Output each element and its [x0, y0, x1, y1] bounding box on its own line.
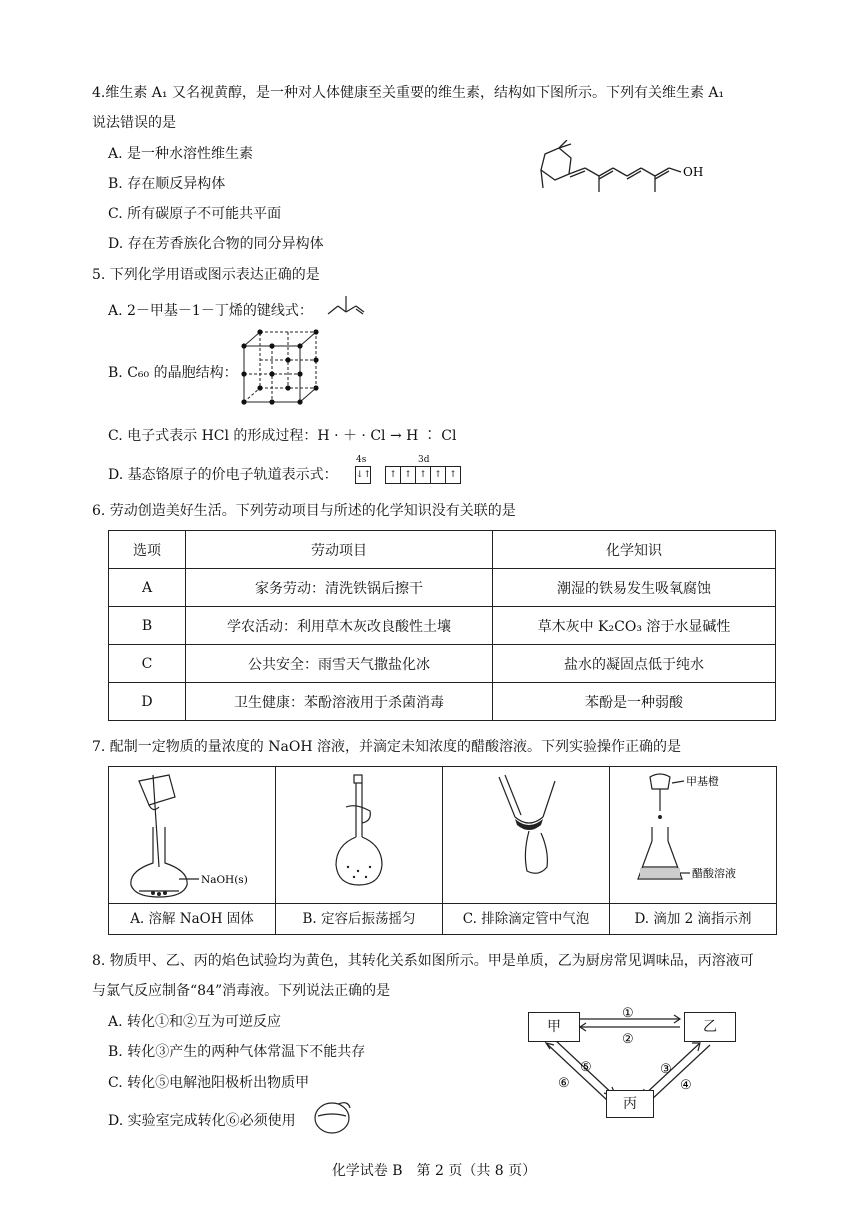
- q4-stem-line2: 说法错误的是: [92, 115, 176, 131]
- q4-stem-line1: 4.维生素 A₁ 又名视黄醇，是一种对人体健康至关重要的维生素，结构如下图所示。下列有关维生素 A₁: [92, 85, 725, 101]
- arrow-4-label: ④: [680, 1078, 692, 1093]
- q5-option-d: D. 基态铬原子的价电子轨道表示式：: [108, 467, 338, 483]
- indicator-label: 甲基橙: [686, 775, 719, 788]
- q4-option-a: A. 是一种水溶性维生素: [108, 146, 254, 162]
- retinol-structure-diagram: [525, 140, 715, 200]
- volumetric-flask-dissolve-diagram: [109, 767, 275, 901]
- orbital-3d-label: 3d: [418, 455, 430, 465]
- orbital-4s-box: [356, 466, 371, 484]
- table-cell: 盐水的凝固点低于纯水: [493, 645, 776, 683]
- q7-panel-a: [109, 767, 276, 935]
- table-row: [109, 607, 776, 645]
- orbital-3d-cell: ↑: [430, 466, 446, 484]
- page-footer: 化学试卷 B 第 2 页（共 8 页）: [331, 1163, 537, 1179]
- orbital-4s-cell: ↓↑: [355, 466, 371, 484]
- table-header-cell: 选项: [109, 531, 186, 569]
- skeletal-formula-icon: [326, 292, 366, 318]
- table-row: [109, 569, 776, 607]
- q7-panel-c: [443, 767, 610, 935]
- orbital-3d-boxes: [386, 466, 461, 484]
- acid-label: 醋酸溶液: [692, 867, 736, 880]
- q5-stem: 5. 下列化学用语或图示表达正确的是: [92, 267, 320, 283]
- table-header-cell: 化学知识: [493, 531, 776, 569]
- q7-panel-b: [276, 767, 443, 935]
- q7-stem: 7. 配制一定物质的量浓度的 NaOH 溶液，并滴定未知浓度的醋酸溶液。下列实验操作正确的是: [92, 739, 681, 755]
- table-cell: C: [109, 645, 186, 683]
- naoh-label: NaOH(s): [201, 874, 248, 886]
- table-cell: A: [109, 569, 186, 607]
- q7-caption-a: A. 溶解 NaOH 固体: [109, 903, 275, 934]
- table-cell: 公共安全：雨雪天气撒盐化冰: [186, 645, 493, 683]
- table-cell: 草木灰中 K₂CO₃ 溶于水显碱性: [493, 607, 776, 645]
- crucible-icon: [312, 1098, 352, 1136]
- q8-stem-line1: 8. 物质甲、乙、丙的焰色试验均为黄色，其转化关系如图所示。甲是单质，乙为厨房常见调味品，丙溶液可: [92, 953, 754, 969]
- orbital-3d-cell: ↑: [385, 466, 401, 484]
- q7-figure-table: [108, 766, 777, 935]
- q8-option-c: C. 转化⑤电解池阳极析出物质甲: [108, 1075, 310, 1091]
- arrow-1-label: ①: [622, 1006, 634, 1021]
- node-yi: 乙: [684, 1012, 736, 1042]
- q5-option-b: B. C₆₀ 的晶胞结构：: [108, 365, 238, 381]
- table-cell: B: [109, 607, 186, 645]
- table-cell: 苯酚是一种弱酸: [493, 683, 776, 721]
- q8-option-a: A. 转化①和②互为可逆反应: [108, 1014, 282, 1030]
- burette-bubble-diagram: [443, 767, 609, 901]
- c60-unit-cell-diagram: [238, 328, 320, 410]
- node-bing: 丙: [606, 1090, 654, 1118]
- q7-caption-c: C. 排除滴定管中气泡: [443, 903, 609, 934]
- orbital-3d-cell: ↑: [415, 466, 431, 484]
- q4-option-c: C. 所有碳原子不可能共平面: [108, 206, 282, 222]
- table-cell: 卫生健康：苯酚溶液用于杀菌消毒: [186, 683, 493, 721]
- node-jia: 甲: [528, 1012, 580, 1042]
- arrow-2-label: ②: [622, 1032, 634, 1047]
- q5-option-a: A. 2－甲基－1－丁烯的键线式：: [108, 303, 313, 319]
- q7-caption-b: B. 定容后振荡摇匀: [276, 903, 442, 934]
- table-cell: 潮湿的铁易发生吸氧腐蚀: [493, 569, 776, 607]
- q4-option-d: D. 存在芳香族化合物的同分异构体: [108, 236, 324, 252]
- q5-option-c: C. 电子式表示 HCl 的形成过程：H · ＋ · Cl → H ∶ Cl: [108, 428, 457, 444]
- orbital-3d-cell: ↑: [445, 466, 461, 484]
- arrow-6-label: ⑥: [558, 1076, 570, 1091]
- q8-stem-line2: 与氯气反应制备“84”消毒液。下列说法正确的是: [92, 983, 391, 999]
- orbital-3d-cell: ↑: [400, 466, 416, 484]
- q7-panel-d: [610, 767, 777, 935]
- q7-caption-d: D. 滴加 2 滴指示剂: [610, 903, 776, 934]
- table-cell: 家务劳动：清洗铁锅后擦干: [186, 569, 493, 607]
- table-row: [109, 683, 776, 721]
- table-row: [109, 645, 776, 683]
- q6-table: [108, 530, 776, 721]
- q6-stem: 6. 劳动创造美好生活。下列劳动项目与所述的化学知识没有关联的是: [92, 503, 516, 519]
- titration-flask-diagram: [610, 767, 776, 901]
- shaking-flask-diagram: [276, 767, 442, 901]
- q8-option-b: B. 转化③产生的两种气体常温下不能共存: [108, 1044, 366, 1060]
- q4-option-b: B. 存在顺反异构体: [108, 176, 226, 192]
- q8-option-d: D. 实验室完成转化⑥必须使用: [108, 1113, 296, 1129]
- arrow-5-label: ⑤: [580, 1060, 592, 1075]
- table-cell: 学农活动：利用草木灰改良酸性土壤: [186, 607, 493, 645]
- table-cell: D: [109, 683, 186, 721]
- hydroxyl-label: OH: [683, 165, 704, 179]
- table-header-row: [109, 531, 776, 569]
- arrow-3-label: ③: [660, 1062, 672, 1077]
- table-header-cell: 劳动项目: [186, 531, 493, 569]
- orbital-4s-label: 4s: [356, 455, 367, 465]
